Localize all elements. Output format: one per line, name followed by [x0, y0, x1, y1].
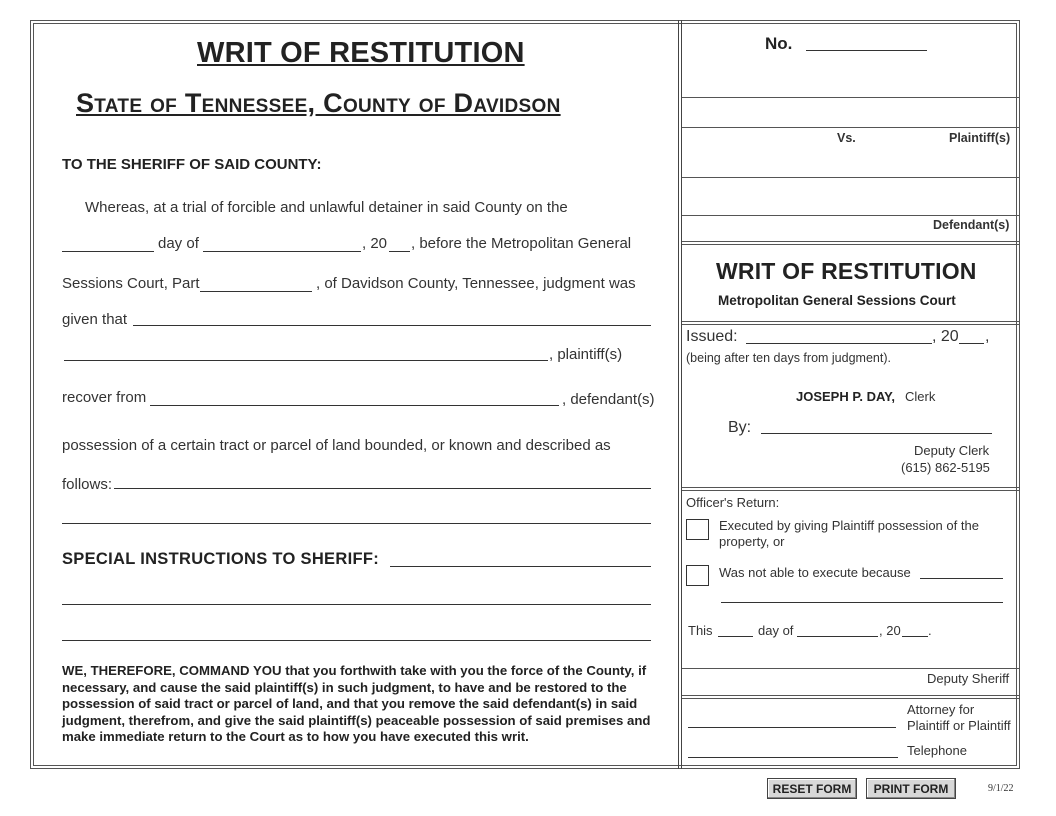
defendants-label: , defendant(s): [562, 391, 655, 408]
form-version: 9/1/22: [988, 783, 1014, 794]
court-part-field[interactable]: [200, 291, 312, 292]
writ-title: WRIT OF RESTITUTION: [197, 37, 525, 69]
issued-date-field[interactable]: [746, 343, 932, 344]
right-writ-title: WRIT OF RESTITUTION: [716, 258, 977, 284]
issued-comma: ,: [985, 328, 990, 345]
issued-year-prefix: , 20: [932, 328, 959, 345]
return-period: .: [928, 623, 932, 638]
attorney-label-2: Plaintiff or Plaintiff: [907, 718, 1011, 733]
this-label: This: [688, 623, 713, 638]
return-year-prefix: , 20: [879, 623, 901, 638]
given-that-label: given that: [62, 311, 128, 328]
return-day-of-label: day of: [758, 623, 794, 638]
versus-label: Vs.: [837, 131, 856, 145]
return-month-field[interactable]: [797, 636, 878, 637]
case-number-field[interactable]: [806, 50, 927, 51]
issued-label: Issued:: [686, 328, 738, 345]
deputy-clerk-label: Deputy Clerk: [914, 443, 990, 458]
print-form-button[interactable]: PRINT FORM: [866, 778, 956, 799]
court-name: Metropolitan General Sessions Court: [718, 293, 956, 308]
day-of-label: day of: [158, 235, 199, 252]
special-instructions-label: SPECIAL INSTRUCTIONS TO SHERIFF:: [62, 550, 380, 568]
rule-1: [682, 97, 1019, 98]
return-year-field[interactable]: [902, 636, 928, 637]
right-plaintiffs-label: Plaintiff(s): [949, 131, 1011, 145]
sessions-part-label: Sessions Court, Part: [62, 275, 200, 292]
deputy-sheriff-signature-line[interactable]: [682, 668, 1019, 669]
of-davidson-text: , of Davidson County, Tennessee, judgment was: [316, 275, 636, 292]
clerk-title: Clerk: [905, 389, 936, 404]
after-ten-days-note: (being after ten days from judgment).: [686, 351, 891, 365]
property-description-field-2[interactable]: [62, 523, 651, 524]
issued-year-field[interactable]: [959, 343, 984, 344]
not-executed-reason-field[interactable]: [920, 578, 1003, 579]
section-rule: [682, 241, 1019, 245]
executed-checkbox[interactable]: [686, 519, 709, 540]
clerk-phone: (615) 862-5195: [901, 460, 990, 475]
before-court-text: , before the Metropolitan General: [411, 235, 632, 252]
attorney-label-1: Attorney for: [907, 702, 975, 717]
clerk-name: JOSEPH P. DAY,: [796, 389, 895, 404]
right-defendants-label: Defendant(s): [933, 218, 1010, 232]
case-number-label: No.: [765, 34, 793, 53]
not-able-text: Was not able to execute because: [719, 565, 911, 580]
possession-text: possession of a certain tract or parcel of land bounded, or known and described as: [62, 437, 611, 454]
section-rule-4: [682, 695, 1019, 699]
trial-year-field[interactable]: [389, 251, 410, 252]
whereas-text: Whereas, at a trial of forcible and unlawful detainer in said County on the: [85, 199, 568, 216]
plaintiffs-label: , plaintiff(s): [549, 346, 623, 363]
command-paragraph: WE, THEREFORE, COMMAND YOU that you forthwith take with you the force of the County, if necessary, and cause the said plaintiff(s) in such judgment, to have and be restored to the possession of said tract or parcel of land, and that you remove the said defendant(s) in said judgment, therefrom, and give the said plaintiff(s) peaceable possession of said premises and make immediate return to the Court as to how you have executed this writ.: [62, 663, 651, 744]
by-label: By:: [728, 419, 752, 436]
special-instructions-field-2[interactable]: [62, 604, 651, 605]
panel-divider: [678, 20, 682, 769]
state-county-heading: State of Tennessee, County of Davidson: [76, 88, 561, 118]
defendant-name-field[interactable]: [150, 405, 559, 406]
defendant-rule: [682, 215, 1019, 216]
property-description-field[interactable]: [114, 488, 651, 489]
trial-day-field[interactable]: [62, 251, 154, 252]
executed-text: Executed by giving Plaintiff possession of the property, or: [719, 518, 979, 549]
telephone-label: Telephone: [907, 743, 967, 758]
not-executed-reason-field-2[interactable]: [721, 602, 1003, 603]
reset-form-button[interactable]: RESET FORM: [767, 778, 857, 799]
recover-from-label: recover from: [62, 389, 147, 406]
plaintiff-name-field[interactable]: [64, 360, 548, 361]
telephone-field[interactable]: [688, 757, 898, 758]
special-instructions-field-3[interactable]: [62, 640, 651, 641]
section-rule-3: [682, 487, 1019, 491]
follows-label: follows:: [62, 476, 113, 493]
not-executed-checkbox[interactable]: [686, 565, 709, 586]
given-that-field[interactable]: [133, 325, 651, 326]
year-prefix: , 20: [362, 235, 388, 252]
deputy-sheriff-label: Deputy Sheriff: [927, 671, 1010, 686]
section-rule-2: [682, 321, 1019, 325]
salutation: TO THE SHERIFF OF SAID COUNTY:: [62, 156, 322, 173]
trial-month-field[interactable]: [203, 251, 361, 252]
attorney-field[interactable]: [688, 727, 896, 728]
plaintiff-rule: [682, 127, 1019, 128]
officers-return-label: Officer's Return:: [686, 495, 780, 510]
special-instructions-field[interactable]: [390, 566, 651, 567]
rule-2: [682, 177, 1019, 178]
deputy-clerk-signature-field[interactable]: [761, 433, 992, 434]
return-day-field[interactable]: [718, 636, 753, 637]
